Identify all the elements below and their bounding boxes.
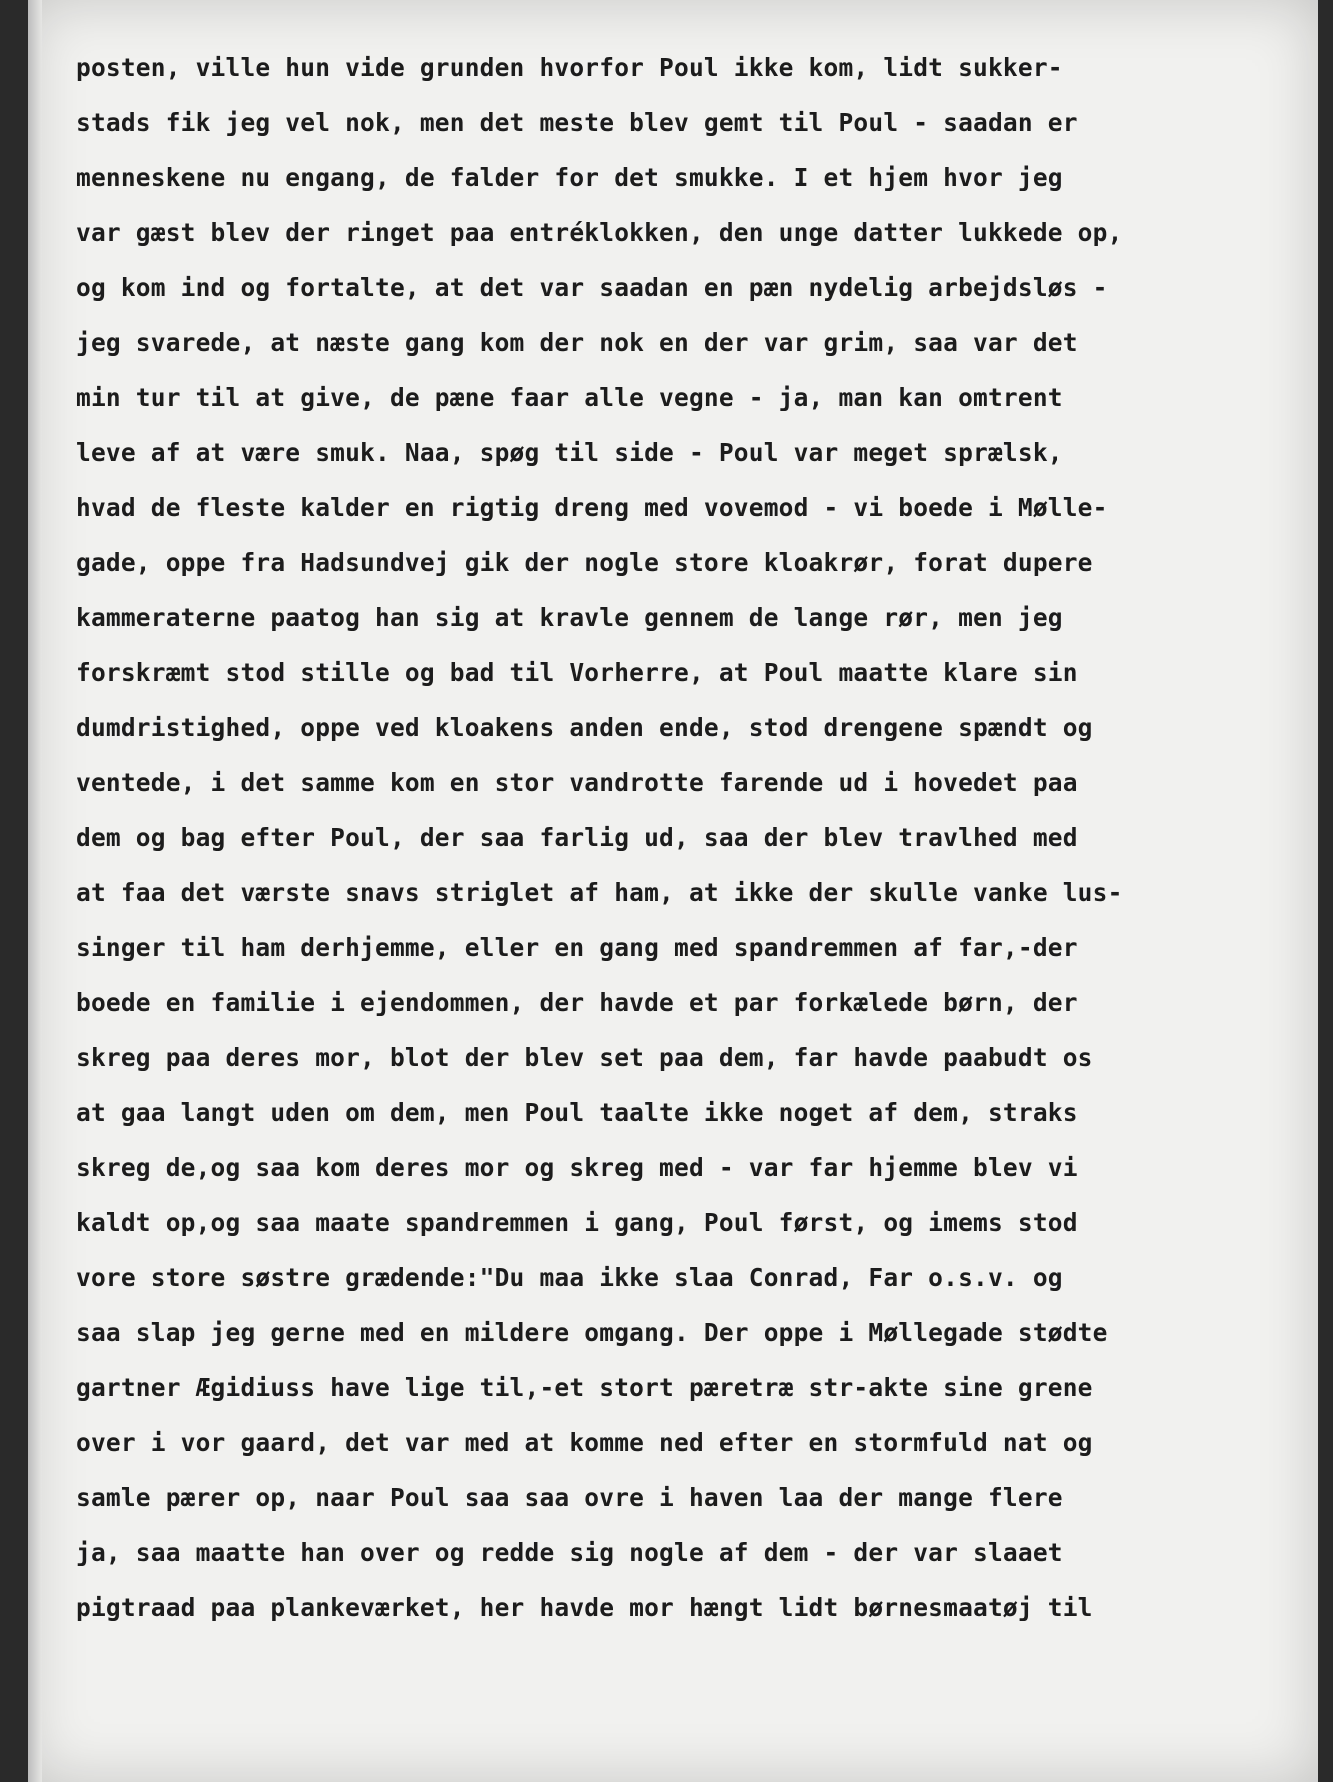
text-line: kaldt op,og saa maate spandremmen i gang, Poul først, og imems stod (76, 1208, 1078, 1237)
text-line: min tur til at give, de pæne faar alle vegne - ja, man kan omtrent (76, 383, 1063, 412)
text-line: over i vor gaard, det var med at komme ned efter en stormfuld nat og (76, 1428, 1093, 1457)
text-line: skreg de,og saa kom deres mor og skreg med - var far hjemme blev vi (76, 1153, 1078, 1182)
text-line: samle pærer op, naar Poul saa saa ovre i haven laa der mange flere (76, 1483, 1063, 1512)
text-line: at gaa langt uden om dem, men Poul taalte ikke noget af dem, straks (76, 1098, 1078, 1127)
text-line: var gæst blev der ringet paa entréklokken, den unge datter lukkede op, (76, 218, 1123, 247)
text-line: gartner Ægidiuss have lige til,-et stort pæretræ str-akte sine grene (76, 1373, 1093, 1402)
text-line: pigtraad paa plankeværket, her havde mor hængt lidt børnesmaatøj til (76, 1593, 1093, 1622)
text-line: kammeraterne paatog han sig at kravle gennem de lange rør, men jeg (76, 603, 1063, 632)
text-line: boede en familie i ejendommen, der havde et par forkælede børn, der (76, 988, 1078, 1017)
text-line: menneskene nu engang, de falder for det smukke. I et hjem hvor jeg (76, 163, 1063, 192)
text-line: dem og bag efter Poul, der saa farlig ud, saa der blev travlhed med (76, 823, 1078, 852)
text-line: at faa det værste snavs striglet af ham, at ikke der skulle vanke lus- (76, 878, 1123, 907)
text-line: og kom ind og fortalte, at det var saadan en pæn nydelig arbejdsløs - (76, 273, 1108, 302)
text-line: hvad de fleste kalder en rigtig dreng med vovemod - vi boede i Mølle- (76, 493, 1108, 522)
text-line: singer til ham derhjemme, eller en gang med spandremmen af far,-der (76, 933, 1078, 962)
text-line: gade, oppe fra Hadsundvej gik der nogle store kloakrør, forat dupere (76, 548, 1093, 577)
text-line: jeg svarede, at næste gang kom der nok en der var grim, saa var det (76, 328, 1078, 357)
text-line: ja, saa maatte han over og redde sig nogle af dem - der var slaaet (76, 1538, 1063, 1567)
text-line: stads fik jeg vel nok, men det meste blev gemt til Poul - saadan er (76, 108, 1078, 137)
text-line: posten, ville hun vide grunden hvorfor Poul ikke kom, lidt sukker- (76, 53, 1063, 82)
typed-text-body (76, 40, 1306, 1635)
typewritten-page (28, 0, 1318, 1782)
page-edge (28, 0, 42, 1782)
text-line: ventede, i det samme kom en stor vandrotte farende ud i hovedet paa (76, 768, 1078, 797)
text-line: leve af at være smuk. Naa, spøg til side - Poul var meget sprælsk, (76, 438, 1063, 467)
text-line: skreg paa deres mor, blot der blev set paa dem, far havde paabudt os (76, 1043, 1093, 1072)
text-line: dumdristighed, oppe ved kloakens anden ende, stod drengene spændt og (76, 713, 1093, 742)
text-line: forskræmt stod stille og bad til Vorherre, at Poul maatte klare sin (76, 658, 1078, 687)
text-line: saa slap jeg gerne med en mildere omgang. Der oppe i Møllegade stødte (76, 1318, 1108, 1347)
text-line: vore store søstre grædende:"Du maa ikke slaa Conrad, Far o.s.v. og (76, 1263, 1063, 1292)
